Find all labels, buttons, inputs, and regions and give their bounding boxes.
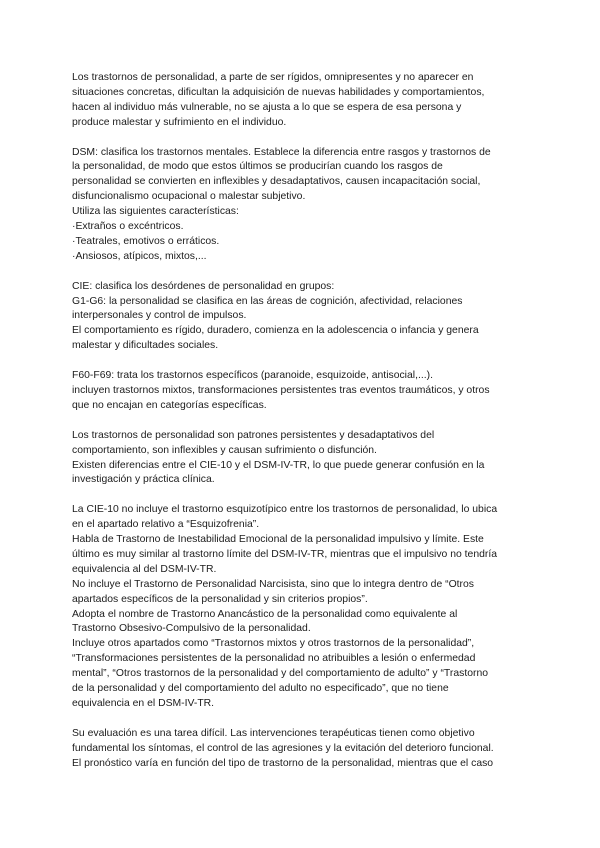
- text-line: No incluye el Trastorno de Personalidad Narcisista, sino que lo integra dentro de “Otros: [72, 578, 474, 590]
- text-line: Trastorno Obsesivo-Compulsivo de la personalidad.: [72, 623, 311, 635]
- text-line: de la personalidad y del comportamiento del adulto no especificado”, que no tiene: [72, 683, 449, 695]
- text-line: “Transformaciones persistentes de la personalidad no atribuibles a lesión o enfermedad: [72, 653, 476, 665]
- paragraph-6: [72, 503, 530, 712]
- paragraph-1: [72, 71, 530, 131]
- text-line: Incluye otros apartados como “Trastornos mixtos y otros trastornos de la personalidad”,: [72, 638, 475, 650]
- text-line: El comportamiento es rígido, duradero, comienza en la adolescencia o infancia y genera: [72, 325, 479, 337]
- text-line: situaciones concretas, dificultan la adquisición de nuevas habilidades y comportamientos,: [72, 86, 485, 98]
- text-line: fundamental los síntomas, el control de las agresiones y la evitación del deterioro funcional.: [72, 742, 494, 754]
- text-line: produce malestar y sufrimiento en el individuo.: [72, 116, 287, 128]
- text-line: mental”, “Otros trastornos de la personalidad y del comportamiento de adulto” y “Trastorno: [72, 668, 489, 680]
- document-body: [72, 71, 530, 786]
- paragraph-4: [72, 369, 530, 414]
- text-line: en el apartado relativo a “Esquizofrenia”.: [72, 519, 260, 531]
- text-line: Existen diferencias entre el CIE-10 y el DSM-IV-TR, lo que puede generar confusión en la: [72, 459, 485, 471]
- text-line: ·Ansiosos, atípicos, mixtos,...: [72, 250, 207, 262]
- text-line: ·Teatrales, emotivos o erráticos.: [72, 235, 220, 247]
- text-line: La CIE-10 no incluye el trastorno esquizotípico entre los trastornos de personalidad, lo ubica: [72, 504, 498, 516]
- paragraph-7: [72, 727, 530, 772]
- text-line: interpersonales y control de impulsos.: [72, 310, 247, 322]
- text-line: F60-F69: trata los trastornos específicos (paranoide, esquizoide, antisocial,...).: [72, 370, 433, 382]
- text-line: último es muy similar al trastorno límite del DSM-IV-TR, mientras que el impulsivo no tendría: [72, 548, 498, 560]
- text-line: ·Extraños o excéntricos.: [72, 221, 184, 233]
- paragraph-3: [72, 280, 530, 355]
- text-line: que no encajan en categorías específicas.: [72, 399, 267, 411]
- text-line: incluyen trastornos mixtos, transformaciones persistentes tras eventos traumáticos, y otros: [72, 384, 490, 396]
- text-line: El pronóstico varía en función del tipo de trastorno de la personalidad, mientras que el caso: [72, 757, 494, 769]
- text-line: la personalidad, de modo que estos últimos se producirían cuando los rasgos de: [72, 161, 443, 173]
- text-line: personalidad se convierten en inflexibles y desadaptativos, causen incapacitación social,: [72, 176, 481, 188]
- text-line: Utiliza las siguientes características:: [72, 206, 239, 218]
- text-line: comportamiento, son inflexibles y causan sufrimiento o disfunción.: [72, 444, 377, 456]
- paragraph-2: [72, 146, 530, 265]
- text-line: Los trastornos de personalidad son patrones persistentes y desadaptativos del: [72, 429, 435, 441]
- text-line: Habla de Trastorno de Inestabilidad Emocional de la personalidad impulsivo y límite. Este: [72, 534, 484, 546]
- text-line: Los trastornos de personalidad, a parte de ser rígidos, omnipresentes y no aparecer en: [72, 72, 474, 83]
- text-line: investigación y práctica clínica.: [72, 474, 215, 486]
- text-line: Su evaluación es una tarea difícil. Las intervenciones terapéuticas tienen como objetivo: [72, 727, 475, 739]
- text-line: hacen al individuo más vulnerable, no se ajusta a lo que se espera de esa persona y: [72, 101, 462, 113]
- text-line: DSM: clasifica los trastornos mentales. Establece la diferencia entre rasgos y trastornos de: [72, 146, 491, 158]
- text-line: Adopta el nombre de Trastorno Anancástico de la personalidad como equivalente al: [72, 608, 458, 620]
- text-line: G1-G6: la personalidad se clasifica en las áreas de cognición, afectividad, relaciones: [72, 295, 463, 307]
- text-line: apartados específicos de la personalidad y sin criterios propios”.: [72, 593, 368, 605]
- text-line: equivalencia en el DSM-IV-TR.: [72, 697, 215, 709]
- text-line: malestar y dificultades sociales.: [72, 340, 219, 352]
- text-line: disfuncionalismo ocupacional o malestar subjetivo.: [72, 191, 306, 203]
- text-line: equivalencia al del DSM-IV-TR.: [72, 563, 217, 575]
- text-line: CIE: clasifica los desórdenes de personalidad en grupos:: [72, 280, 335, 292]
- paragraph-5: [72, 429, 530, 489]
